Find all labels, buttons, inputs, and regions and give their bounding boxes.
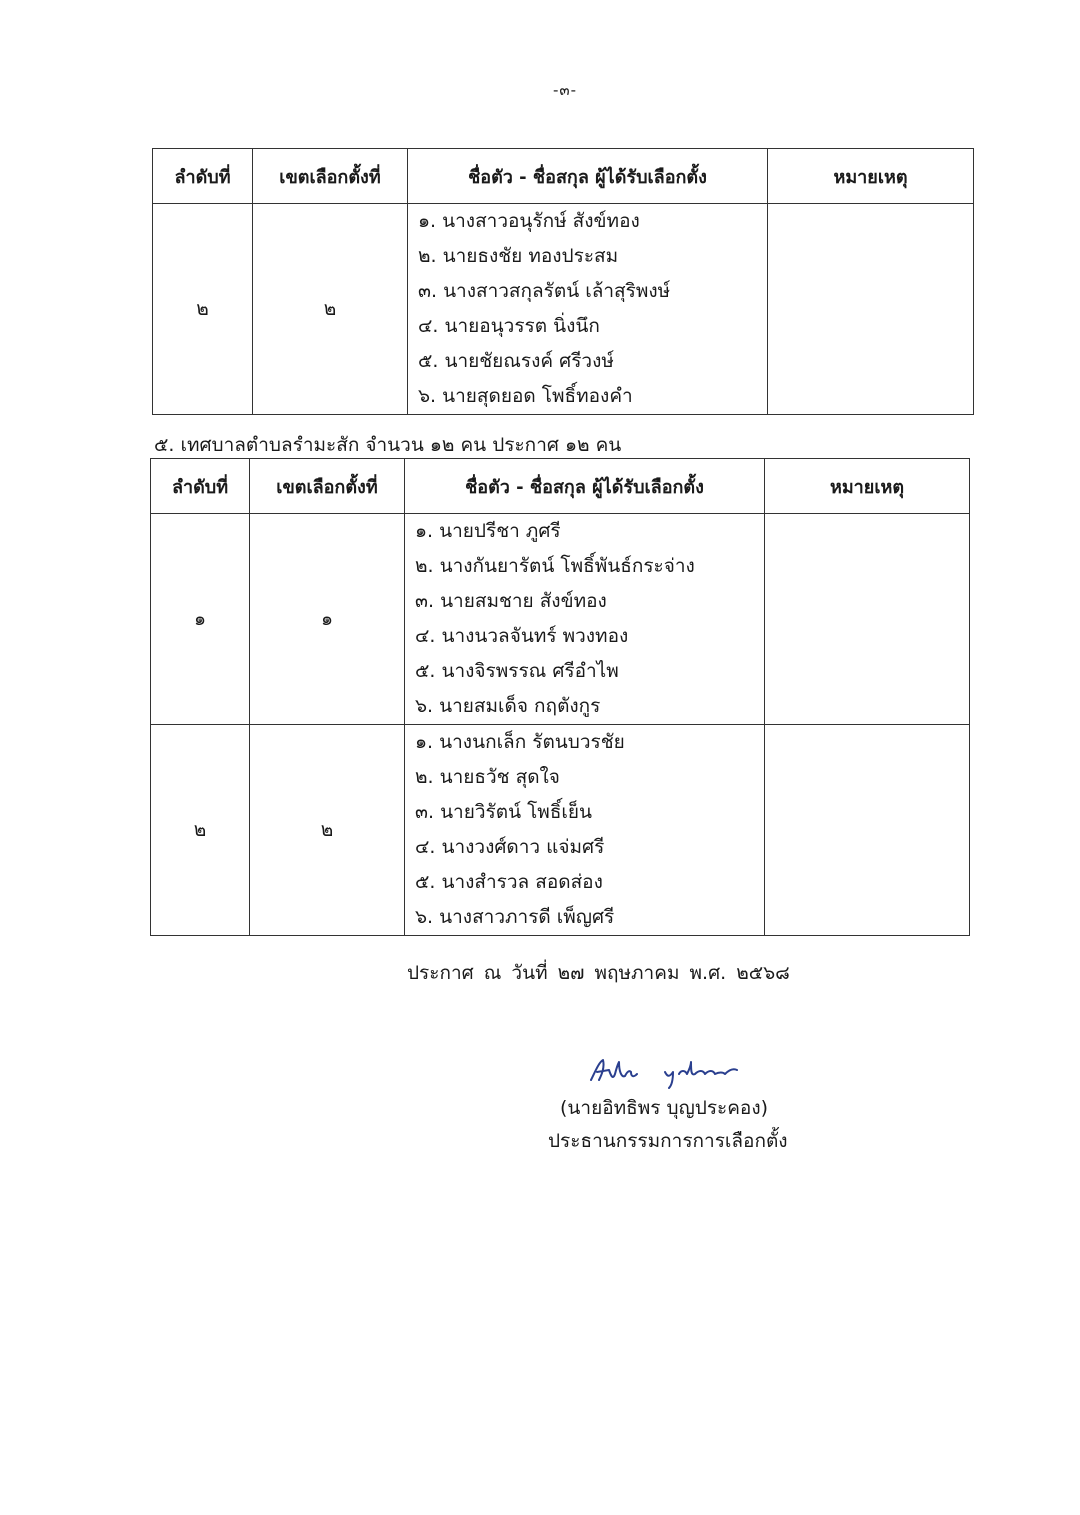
- header-order: ลำดับที่: [151, 459, 250, 514]
- announcement-date: ประกาศ ณ วันที่ ๒๗ พฤษภาคม พ.ศ. ๒๕๖๘: [407, 962, 790, 984]
- cell-remark: [768, 204, 974, 415]
- cell-district: ๒: [253, 204, 408, 415]
- elected-name: ๒. นายธวัช สุดใจ: [415, 766, 560, 788]
- cell-names: [408, 204, 768, 415]
- elected-name: ๖. นายสุดยอด โพธิ์ทองคำ: [418, 385, 633, 407]
- elected-name: ๒. นางกันยารัตน์ โพธิ์พันธ์กระจ่าง: [415, 555, 695, 577]
- signer-name: (นายอิทธิพร บุญประคอง): [560, 1097, 769, 1119]
- elected-name: ๖. นางสาวภารดี เพ็ญศรี: [415, 906, 615, 928]
- cell-order: ๑: [151, 514, 250, 725]
- elected-name: ๕. นายชัยณรงค์ ศรีวงษ์: [418, 350, 614, 372]
- table-row: [153, 204, 974, 415]
- cell-district: ๑: [250, 514, 405, 725]
- header-order: ลำดับที่: [153, 149, 253, 204]
- header-district: เขตเลือกตั้งที่: [253, 149, 408, 204]
- signer-title: ประธานกรรมการการเลือกตั้ง: [548, 1130, 788, 1152]
- cell-remark: [765, 725, 970, 936]
- cell-order: ๒: [153, 204, 253, 415]
- cell-names: [405, 725, 765, 936]
- handwritten-signature: [585, 1050, 745, 1090]
- table-row: [151, 514, 970, 725]
- elected-name: ๔. นายอนุวรรต นิ่งนึก: [418, 315, 600, 337]
- header-remark: หมายเหตุ: [765, 459, 970, 514]
- elected-name: ๓. นายสมชาย สังข์ทอง: [415, 590, 607, 612]
- elected-name: ๒. นายธงชัย ทองประสม: [418, 245, 619, 267]
- elected-name: ๕. นางสำรวล สอดส่อง: [415, 871, 603, 893]
- elected-name: ๔. นางวงศ์ดาว แจ่มศรี: [415, 836, 605, 858]
- elected-name: ๔. นางนวลจันทร์ พวงทอง: [415, 625, 629, 647]
- elected-name: ๑. นายปรีชา ภูศรี: [415, 520, 561, 542]
- cell-order: ๒: [151, 725, 250, 936]
- header-district: เขตเลือกตั้งที่: [250, 459, 405, 514]
- elected-name: ๕. นางจิรพรรณ ศรีอำไพ: [415, 660, 619, 682]
- elected-name: ๑. นางนกเล็ก รัตนบวรชัย: [415, 731, 625, 753]
- elected-members-table-2: [150, 458, 970, 936]
- header-remark: หมายเหตุ: [768, 149, 974, 204]
- table-header-row: [151, 459, 970, 514]
- cell-district: ๒: [250, 725, 405, 936]
- elected-name: ๑. นางสาวอนุรักษ์ สังข์ทอง: [418, 210, 640, 232]
- page-number: -๓-: [552, 81, 578, 99]
- section-5-heading: ๕. เทศบาลตำบลรำมะสัก จำนวน ๑๒ คน ประกาศ ๑๒ คน: [154, 434, 622, 456]
- elected-name: ๖. นายสมเด็จ กฤตังกูร: [415, 695, 601, 717]
- header-name: ชื่อตัว - ชื่อสกุล ผู้ได้รับเลือกตั้ง: [408, 149, 768, 204]
- elected-members-table-1: [152, 148, 974, 415]
- elected-name: ๓. นางสาวสกุลรัตน์ เล้าสุริพงษ์: [418, 280, 671, 302]
- cell-remark: [765, 514, 970, 725]
- table-row: [151, 725, 970, 936]
- elected-name: ๓. นายวิรัตน์ โพธิ์เย็น: [415, 801, 593, 823]
- table-header-row: [153, 149, 974, 204]
- header-name: ชื่อตัว - ชื่อสกุล ผู้ได้รับเลือกตั้ง: [405, 459, 765, 514]
- cell-names: [405, 514, 765, 725]
